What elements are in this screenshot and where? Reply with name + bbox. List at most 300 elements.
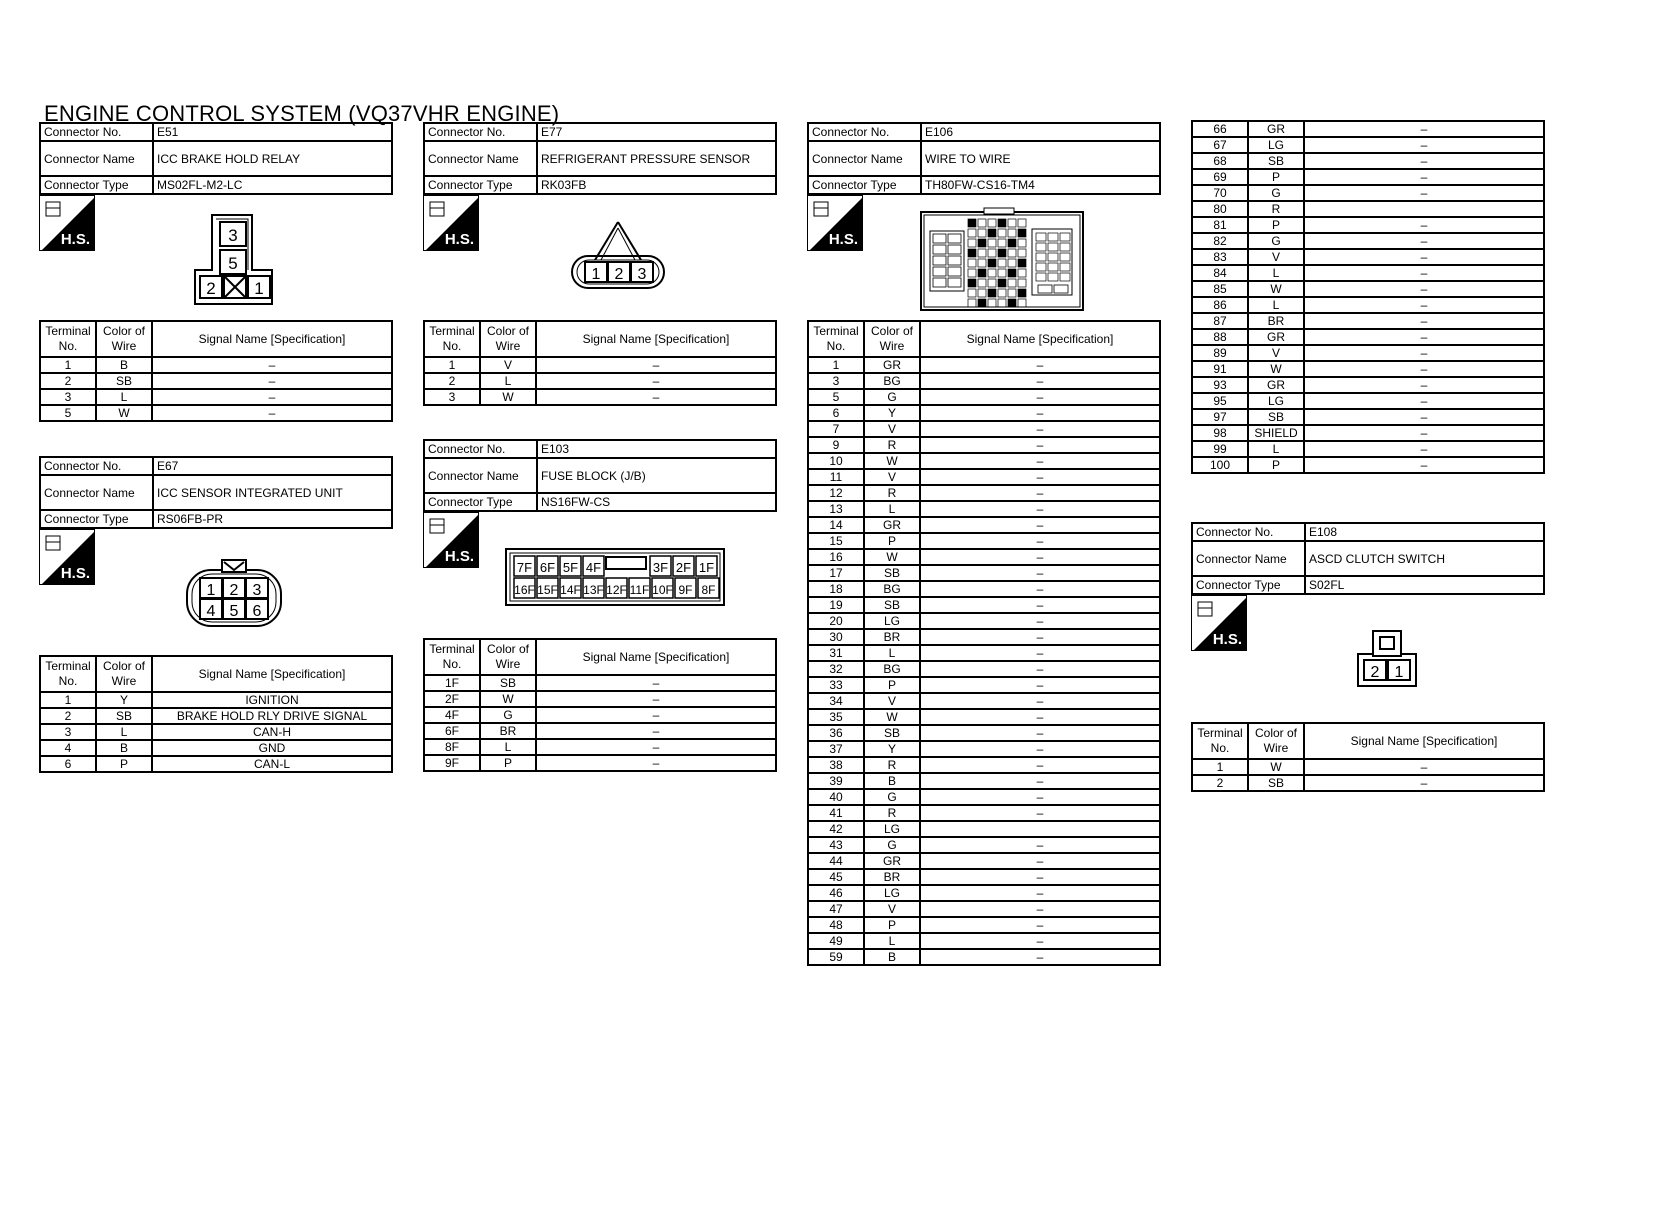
wire-color-cell: L: [1248, 297, 1304, 313]
wire-color-cell: W: [864, 709, 920, 725]
cavity: [978, 289, 986, 297]
cavity: [1048, 243, 1058, 251]
terminal-no-cell: 67: [1192, 137, 1248, 153]
color-header: Color of Wire: [96, 321, 152, 357]
signal-name-cell: –: [1304, 297, 1544, 313]
table-row: [808, 453, 1160, 469]
pin-label: 1: [206, 582, 216, 599]
connector-e51-header: [39, 122, 393, 195]
terminal-no-cell: 41: [808, 805, 864, 821]
terminal-no-cell: 88: [1192, 329, 1248, 345]
pin-label: 9F: [678, 583, 693, 597]
connector-no-value: E103: [537, 440, 776, 458]
terminal-no-cell: 33: [808, 677, 864, 693]
table-row: [424, 675, 776, 691]
cavity: [988, 299, 996, 307]
wire-color-cell: W: [864, 549, 920, 565]
wire-color-cell: Y: [864, 741, 920, 757]
wire-color-cell: P: [864, 677, 920, 693]
cavity: [1008, 299, 1016, 307]
cavity: [968, 229, 976, 237]
connector-e103-pin-table: [423, 638, 777, 772]
connector-e106-pin-table-continued: [1191, 120, 1545, 474]
cavity: [1008, 269, 1016, 277]
color-header: Color of Wire: [864, 321, 920, 357]
cavity: [1008, 229, 1016, 237]
table-row: [1192, 313, 1544, 329]
table-row: [808, 853, 1160, 869]
color-header: Color of Wire: [480, 639, 536, 675]
terminal-no-cell: 1F: [424, 675, 480, 691]
hs-label: H.S.: [60, 231, 90, 248]
wire-color-cell: SHIELD: [1248, 425, 1304, 441]
signal-name-cell: –: [536, 739, 776, 755]
signal-name-cell: –: [920, 917, 1160, 933]
wire-color-cell: GR: [864, 853, 920, 869]
table-row: [808, 405, 1160, 421]
wire-color-cell: V: [480, 357, 536, 373]
connector-e67-header: [39, 456, 393, 529]
table-row: [424, 739, 776, 755]
table-row: [808, 725, 1160, 741]
signal-name-cell: –: [920, 709, 1160, 725]
table-row: [808, 373, 1160, 389]
terminal-no-cell: 47: [808, 901, 864, 917]
cavity: [1036, 273, 1046, 281]
wire-color-cell: W: [1248, 759, 1304, 775]
connector-e108-header: [1191, 522, 1545, 595]
pin-label: 11F: [629, 583, 650, 597]
terminal-no-cell: 93: [1192, 377, 1248, 393]
cavity: [998, 269, 1006, 277]
pin-label: 2: [206, 279, 216, 298]
wire-color-cell: V: [864, 469, 920, 485]
terminal-no-header: Terminal No.: [808, 321, 864, 357]
cavity: [978, 239, 986, 247]
wire-color-cell: P: [96, 756, 152, 772]
connector-no-label: Connector No.: [424, 440, 537, 458]
wire-color-cell: GR: [864, 357, 920, 373]
cavity: [998, 239, 1006, 247]
table-row: [40, 405, 392, 421]
connector-e77-diagram: [569, 218, 669, 297]
connector-e51-pin-table: [39, 320, 393, 422]
wire-color-cell: R: [1248, 201, 1304, 217]
harness-side-icon: [423, 512, 479, 568]
cavity: [978, 229, 986, 237]
terminal-no-cell: 45: [808, 869, 864, 885]
signal-name-cell: –: [1304, 441, 1544, 457]
wire-color-cell: G: [864, 389, 920, 405]
signal-name-cell: –: [1304, 121, 1544, 137]
table-row: [1192, 249, 1544, 265]
terminal-no-cell: 10: [808, 453, 864, 469]
wire-color-cell: L: [1248, 441, 1304, 457]
signal-name-cell: –: [920, 725, 1160, 741]
wire-color-cell: Y: [864, 405, 920, 421]
terminal-no-cell: 44: [808, 853, 864, 869]
signal-name-cell: –: [920, 421, 1160, 437]
table-row: [808, 773, 1160, 789]
wire-color-cell: W: [1248, 361, 1304, 377]
signal-header: Signal Name [Specification]: [1304, 723, 1544, 759]
table-row: [40, 756, 392, 772]
table-row: [1192, 201, 1544, 217]
table-row: [808, 533, 1160, 549]
signal-name-cell: –: [920, 933, 1160, 949]
table-row: [1192, 169, 1544, 185]
terminal-no-cell: 2: [40, 373, 96, 389]
wire-color-cell: V: [864, 421, 920, 437]
table-row: [808, 789, 1160, 805]
connector-e106-pin-table: [807, 320, 1161, 966]
wire-color-cell: L: [864, 645, 920, 661]
cavity: [968, 239, 976, 247]
pin-label: 5F: [562, 560, 579, 575]
cavity: [988, 289, 996, 297]
cavity: [998, 249, 1006, 257]
signal-name-cell: IGNITION: [152, 692, 392, 708]
wire-color-cell: R: [864, 485, 920, 501]
signal-name-cell: –: [1304, 457, 1544, 473]
signal-name-cell: –: [536, 389, 776, 405]
wire-color-cell: SB: [96, 373, 152, 389]
cavity: [988, 239, 996, 247]
pin-label: 7F: [516, 560, 533, 575]
signal-name-cell: CAN-H: [152, 724, 392, 740]
terminal-no-cell: 100: [1192, 457, 1248, 473]
connector-name-label: Connector Name: [40, 141, 153, 176]
table-row: [808, 901, 1160, 917]
table-row: [808, 613, 1160, 629]
cavity: [948, 278, 961, 287]
table-row: [808, 949, 1160, 965]
table-row: [808, 693, 1160, 709]
harness-side-icon: [1191, 595, 1247, 651]
terminal-no-cell: 8F: [424, 739, 480, 755]
signal-name-cell: –: [920, 949, 1160, 965]
table-row: [808, 933, 1160, 949]
cavity: [968, 279, 976, 287]
terminal-no-cell: 16: [808, 549, 864, 565]
cavity: [1018, 229, 1026, 237]
wire-color-cell: SB: [864, 597, 920, 613]
cavity: [988, 279, 996, 287]
connector-no-value: E106: [921, 123, 1160, 141]
terminal-no-cell: 3: [424, 389, 480, 405]
terminal-no-cell: 20: [808, 613, 864, 629]
connector-name-value: WIRE TO WIRE: [921, 141, 1160, 176]
cavity: [933, 256, 946, 265]
pin-label: 14F: [560, 583, 581, 597]
table-row: [40, 708, 392, 724]
signal-name-cell: –: [920, 453, 1160, 469]
terminal-no-cell: 42: [808, 821, 864, 837]
wire-color-cell: LG: [1248, 137, 1304, 153]
table-row: [40, 373, 392, 389]
wire-color-cell: P: [864, 533, 920, 549]
wire-color-cell: BG: [864, 373, 920, 389]
table-row: [808, 885, 1160, 901]
cavity: [968, 259, 976, 267]
cavity: [998, 229, 1006, 237]
table-row: [808, 677, 1160, 693]
cavity: [968, 249, 976, 257]
terminal-no-cell: 37: [808, 741, 864, 757]
wire-color-cell: R: [864, 757, 920, 773]
table-row: [1192, 345, 1544, 361]
table-row: [808, 437, 1160, 453]
terminal-no-cell: 69: [1192, 169, 1248, 185]
signal-name-cell: –: [152, 389, 392, 405]
signal-name-cell: –: [536, 691, 776, 707]
signal-name-cell: –: [920, 405, 1160, 421]
terminal-no-cell: 59: [808, 949, 864, 965]
signal-name-cell: BRAKE HOLD RLY DRIVE SIGNAL: [152, 708, 392, 724]
table-row: [1192, 441, 1544, 457]
table-row: [808, 389, 1160, 405]
connector-no-value: E108: [1305, 523, 1544, 541]
cavity: [1060, 263, 1070, 271]
wire-color-cell: SB: [96, 708, 152, 724]
wire-color-cell: SB: [864, 565, 920, 581]
signal-name-cell: –: [920, 629, 1160, 645]
pin-label: 3: [252, 582, 262, 599]
pin-label: 8F: [701, 583, 716, 597]
connector-e103-diagram: [505, 548, 727, 613]
connector-e106-diagram: [920, 207, 1086, 318]
wire-color-cell: BG: [864, 661, 920, 677]
connector-type-label: Connector Type: [40, 510, 153, 528]
harness-side-icon: [807, 195, 863, 251]
connector-type-value: TH80FW-CS16-TM4: [921, 176, 1160, 194]
table-row: [424, 723, 776, 739]
signal-name-cell: –: [920, 645, 1160, 661]
cavity: [948, 256, 961, 265]
table-row: [40, 740, 392, 756]
terminal-no-cell: 1: [1192, 759, 1248, 775]
terminal-no-cell: 89: [1192, 345, 1248, 361]
signal-name-cell: –: [920, 805, 1160, 821]
terminal-no-cell: 18: [808, 581, 864, 597]
table-row: [40, 357, 392, 373]
pin-label: 3: [637, 266, 647, 283]
signal-name-cell: –: [1304, 759, 1544, 775]
connector-no-label: Connector No.: [808, 123, 921, 141]
cavity: [998, 279, 1006, 287]
signal-name-cell: –: [920, 837, 1160, 853]
terminal-no-cell: 35: [808, 709, 864, 725]
wire-color-cell: W: [480, 389, 536, 405]
terminal-no-cell: 9: [808, 437, 864, 453]
signal-name-cell: –: [1304, 361, 1544, 377]
cavity: [978, 249, 986, 257]
signal-name-cell: –: [920, 885, 1160, 901]
table-row: [1192, 217, 1544, 233]
cavity: [1048, 233, 1058, 241]
connector-no-value: E51: [153, 123, 392, 141]
wire-color-cell: SB: [1248, 153, 1304, 169]
cavity: [1008, 259, 1016, 267]
signal-name-cell: –: [920, 389, 1160, 405]
wire-color-cell: L: [1248, 265, 1304, 281]
pin-label: 1: [254, 279, 264, 298]
cavity: [1036, 253, 1046, 261]
pin-label: 1F: [698, 560, 715, 575]
cavity: [1008, 239, 1016, 247]
wire-color-cell: P: [1248, 457, 1304, 473]
signal-header: Signal Name [Specification]: [152, 321, 392, 357]
connector-type-label: Connector Type: [424, 176, 537, 194]
cavity: [968, 289, 976, 297]
signal-name-cell: –: [920, 869, 1160, 885]
wire-color-cell: B: [864, 773, 920, 789]
cavity: [968, 269, 976, 277]
terminal-no-cell: 1: [424, 357, 480, 373]
pin-label: 3F: [652, 560, 669, 575]
terminal-no-cell: 1: [808, 357, 864, 373]
signal-name-cell: CAN-L: [152, 756, 392, 772]
terminal-no-cell: 91: [1192, 361, 1248, 377]
signal-name-cell: –: [920, 741, 1160, 757]
terminal-no-cell: 5: [40, 405, 96, 421]
table-row: [40, 724, 392, 740]
table-row: [808, 421, 1160, 437]
signal-name-cell: –: [920, 437, 1160, 453]
wire-color-cell: BR: [864, 629, 920, 645]
connector-no-label: Connector No.: [40, 123, 153, 141]
table-row: [424, 373, 776, 389]
terminal-no-header: Terminal No.: [40, 656, 96, 692]
signal-name-cell: –: [920, 469, 1160, 485]
signal-name-cell: –: [920, 501, 1160, 517]
terminal-no-cell: 98: [1192, 425, 1248, 441]
signal-name-cell: [920, 821, 1160, 837]
signal-name-cell: –: [920, 757, 1160, 773]
cavity: [1060, 243, 1070, 251]
cavity: [1008, 279, 1016, 287]
wire-color-cell: R: [864, 437, 920, 453]
signal-name-cell: –: [152, 357, 392, 373]
cavity: [933, 234, 946, 243]
signal-name-cell: –: [1304, 329, 1544, 345]
table-row: [1192, 121, 1544, 137]
table-row: [1192, 409, 1544, 425]
signal-name-cell: –: [152, 405, 392, 421]
cavity: [1018, 239, 1026, 247]
cavity: [1018, 249, 1026, 257]
wire-color-cell: B: [96, 740, 152, 756]
signal-name-cell: –: [1304, 153, 1544, 169]
signal-name-cell: –: [920, 533, 1160, 549]
wire-color-cell: LG: [864, 821, 920, 837]
cavity: [1054, 285, 1068, 293]
signal-name-cell: –: [536, 373, 776, 389]
pin-label: 2: [614, 266, 624, 283]
hs-label: H.S.: [444, 548, 474, 565]
signal-name-cell: –: [920, 853, 1160, 869]
pin-label: 2F: [675, 560, 692, 575]
terminal-no-cell: 49: [808, 933, 864, 949]
connector-type-label: Connector Type: [1192, 576, 1305, 594]
connector-name-value: FUSE BLOCK (J/B): [537, 458, 776, 493]
terminal-no-cell: 87: [1192, 313, 1248, 329]
cavity: [1008, 249, 1016, 257]
terminal-no-cell: 80: [1192, 201, 1248, 217]
connector-name-value: ICC SENSOR INTEGRATED UNIT: [153, 475, 392, 510]
table-row: [1192, 361, 1544, 377]
wire-color-cell: V: [864, 693, 920, 709]
wire-color-cell: LG: [864, 885, 920, 901]
wire-color-cell: G: [864, 789, 920, 805]
terminal-no-cell: 31: [808, 645, 864, 661]
connector-type-label: Connector Type: [40, 176, 153, 194]
cavity: [1018, 289, 1026, 297]
terminal-no-cell: 48: [808, 917, 864, 933]
cavity: [988, 269, 996, 277]
harness-side-icon: [39, 529, 95, 585]
cavity: [933, 245, 946, 254]
connector-name-value: ASCD CLUTCH SWITCH: [1305, 541, 1544, 576]
wire-color-cell: SB: [864, 725, 920, 741]
table-row: [1192, 265, 1544, 281]
terminal-no-cell: 3: [40, 389, 96, 405]
table-row: [808, 517, 1160, 533]
signal-name-cell: –: [1304, 169, 1544, 185]
terminal-no-cell: 15: [808, 533, 864, 549]
signal-name-cell: –: [1304, 249, 1544, 265]
signal-name-cell: –: [920, 549, 1160, 565]
signal-name-cell: –: [1304, 409, 1544, 425]
connector-name-label: Connector Name: [808, 141, 921, 176]
terminal-no-cell: 81: [1192, 217, 1248, 233]
terminal-no-cell: 12: [808, 485, 864, 501]
signal-name-cell: –: [1304, 393, 1544, 409]
table-row: [808, 581, 1160, 597]
connector-type-label: Connector Type: [424, 493, 537, 511]
pin-label: 4: [206, 603, 216, 620]
terminal-no-cell: 14: [808, 517, 864, 533]
connector-e77-header: [423, 122, 777, 195]
wire-color-cell: W: [96, 405, 152, 421]
table-row: [40, 389, 392, 405]
signal-name-cell: –: [536, 755, 776, 771]
signal-name-cell: –: [1304, 425, 1544, 441]
pin-label: 13F: [583, 583, 604, 597]
connector-name-label: Connector Name: [424, 458, 537, 493]
cavity: [968, 299, 976, 307]
cavity: [998, 219, 1006, 227]
signal-name-cell: –: [1304, 233, 1544, 249]
terminal-no-cell: 83: [1192, 249, 1248, 265]
wire-color-cell: L: [480, 739, 536, 755]
connector-name-label: Connector Name: [40, 475, 153, 510]
wire-color-cell: G: [864, 837, 920, 853]
wire-color-cell: GR: [1248, 329, 1304, 345]
cavity: [1038, 285, 1052, 293]
cavity: [978, 259, 986, 267]
table-row: [40, 692, 392, 708]
wire-color-cell: Y: [96, 692, 152, 708]
terminal-no-cell: 3: [40, 724, 96, 740]
signal-header: Signal Name [Specification]: [920, 321, 1160, 357]
wire-color-cell: V: [1248, 249, 1304, 265]
table-row: [808, 357, 1160, 373]
cavity: [1060, 233, 1070, 241]
signal-name-cell: [1304, 201, 1544, 217]
terminal-no-cell: 5: [808, 389, 864, 405]
wire-color-cell: G: [480, 707, 536, 723]
